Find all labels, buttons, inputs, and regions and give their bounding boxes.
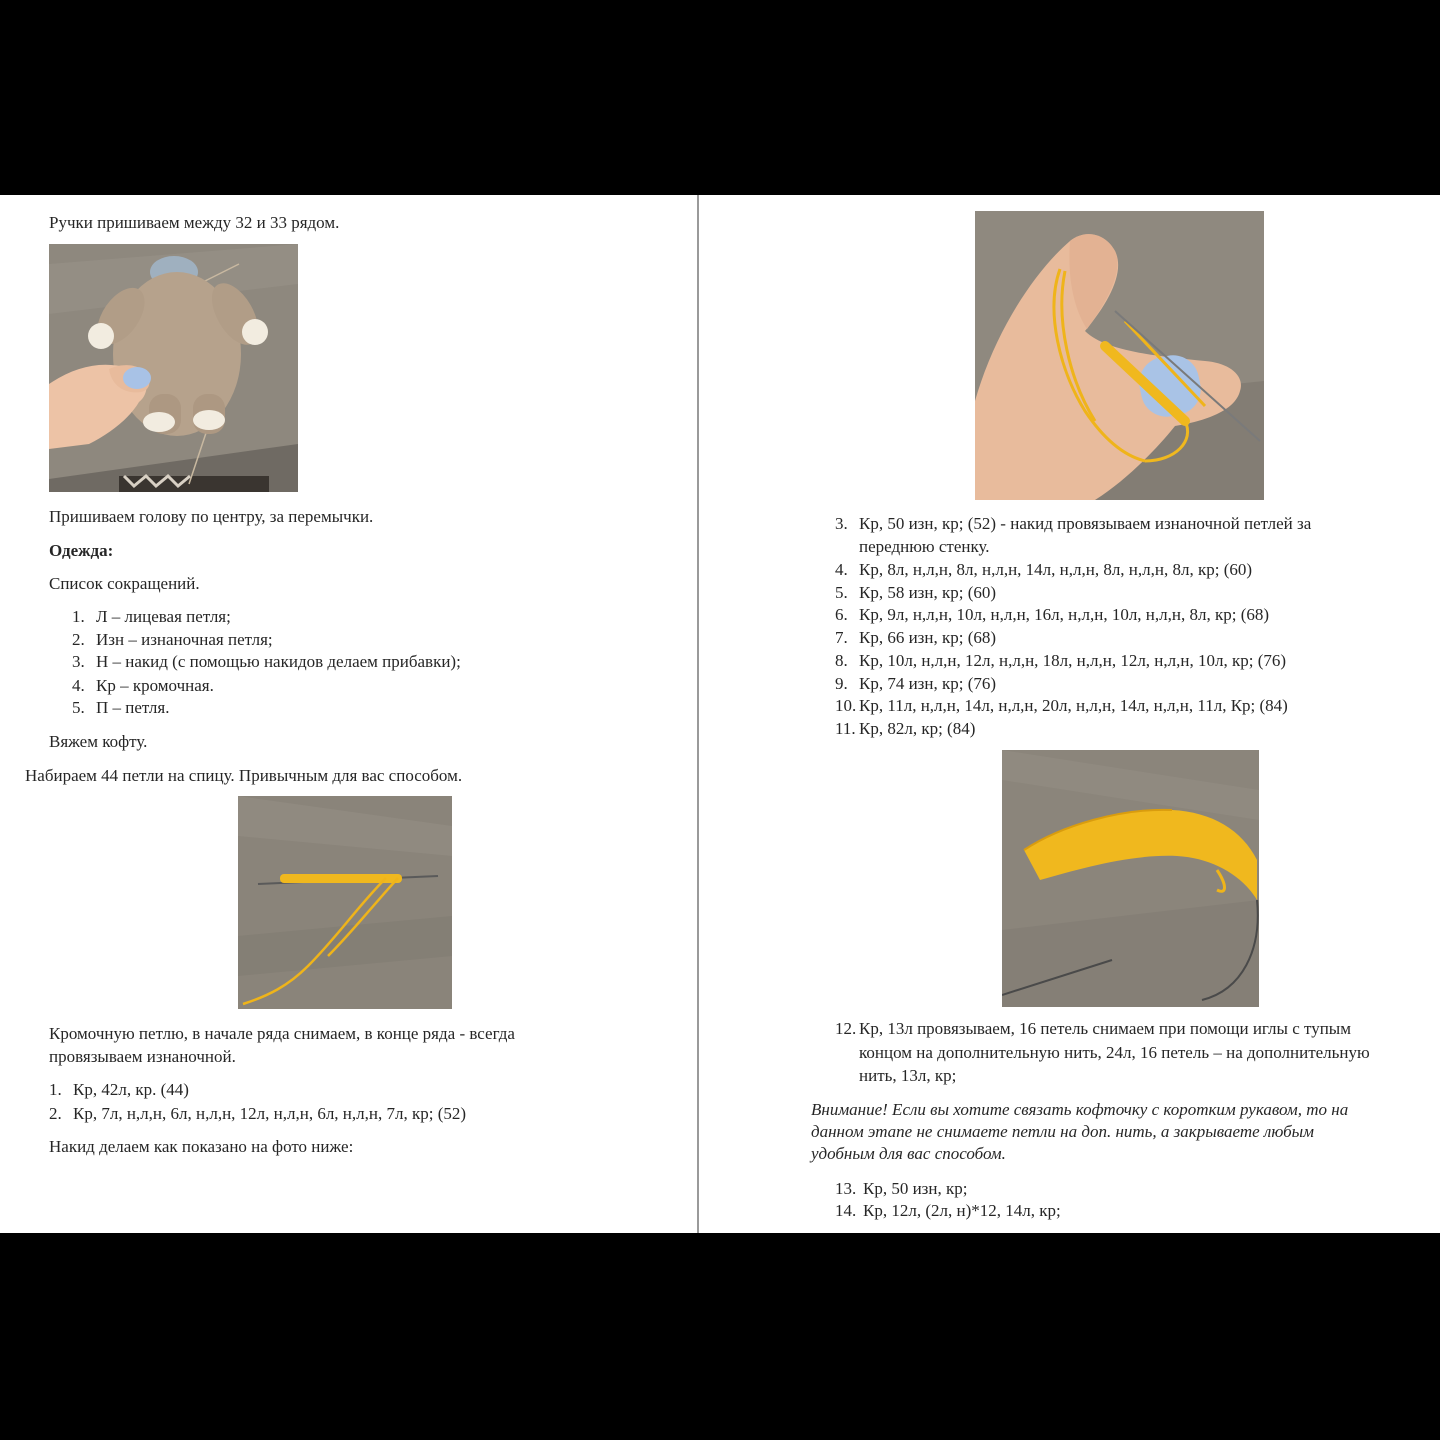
knitted-collar-photo [1002,750,1259,1007]
paragraph-edge-2: провязываем изнаночной. [49,1047,236,1066]
yarn-over-hand-photo [975,211,1264,500]
row-item: 6. Кр, 9л, н,л,н, 10л, н,л,н, 16л, н,л,н, 10л, н,л,н, 8л, кр; (68) [835,605,1270,624]
list-item: 3. Н – накид (с помощью накидов делаем прибавки); [72,652,461,671]
row-item: 5. Кр, 58 изн, кр; (60) [835,583,997,602]
row-item: 9. Кр, 74 изн, кр; (76) [835,674,997,693]
row-item: 14. Кр, 12л, (2л, н)*12, 14л, кр; [835,1201,1061,1220]
list-item: 4. Кр – кромочная. [72,676,214,695]
document-spread: Ручки пришиваем между 32 и 33 рядом. Пришиваем голову по центру, за перемычки. Одежда: Список сокращений. 1. Л – лицевая петля; 2. Изн – изнаночная петля; 3. Н – накид (с помощью накидов делаем прибавки); 4. Кр – кромочная. 5. П – петля. Вяжем кофту. Набираем 44 петли на спицу. Привычным для вас способом. Кромочную петлю, в начале ряда снимаем, в конце ряда - всегда провязываем изнаночной. 1. Кр, 42л, кр. (44) 2. Кр, 7л, н,л,н, 6л, н,л,н, 12л, н,л,н, 6л, н,л,н, 7л, кр; (52) Накид делаем как показано на фото ниже: 3. Кр, 50 изн, кр; (52) - накид провязываем изнаночной петлей за переднюю стенку. 4. Кр, 8л, н,л,н, 8л, н,л,н, 14л, н,л,н, 8л, н,л,н, 8л, кр; (60) 5. Кр, 58 изн, кр; (60) 6. Кр, 9л, н,л,н, 10л, н,л,н, 16л, н,л,н, 10л, н,л,н, 8л, кр; (68) 7. Кр, 66 изн, кр; (68) 8. Кр, 10л, н,л,н, 12л, н,л,н, 18л, н,л,н, 12л, н,л,н, 10л, кр; (76) 9. Кр, 74 изн, кр; (76) 10. Кр, 11л, н,л,н, 14л, н,л,н, 20л, н,л,н, 14л, н,л,н, 11л, Кр; (84) 11. Кр, 82л, кр; (84) 12. Кр, 13л провязываем, 16 петель снимаем при помощи иглы с тупым концом на дополнительную нить, 24л, 16 петель – на дополнительную нить, 13л, кр; Внимание! Если вы хотите связать кофточку с коротким рукавом, то на данном этапе не снимаете петли на доп. нить, а закрываете любым удобным для вас способом. 13. Кр, 50 изн, кр; 14. Кр, 12л, (2л, н)*12, 14л, кр; [0,195,1440,1233]
paragraph-arms: Ручки пришиваем между 32 и 33 рядом. [49,213,340,232]
abbreviations-title: Список сокращений. [49,574,200,593]
paragraph-yarn-over: Накид делаем как показано на фото ниже: [49,1137,354,1156]
row-item: 10. Кр, 11л, н,л,н, 14л, н,л,н, 20л, н,л,н, 14л, н,л,н, 11л, Кр; (84) [835,696,1288,715]
row-item: 7. Кр, 66 изн, кр; (68) [835,628,997,647]
amigurumi-toy-photo [49,244,298,492]
row-item: 3. Кр, 50 изн, кр; (52) - накид провязываем изнаночной петлей за [835,514,1312,533]
paragraph-knit: Вяжем кофту. [49,732,148,751]
list-item: 1. Л – лицевая петля; [72,607,231,626]
paragraph-head: Пришиваем голову по центру, за перемычки. [49,507,374,526]
row-item-continuation: переднюю стенку. [859,537,990,556]
paragraph-edge-1: Кромочную петлю, в начале ряда снимаем, в конце ряда - всегда [49,1024,515,1043]
paragraph-cast-on: Набираем 44 петли на спицу. Привычным для вас способом. [25,766,463,785]
row-item: 11. Кр, 82л, кр; (84) [835,719,976,738]
cast-on-needle-photo [238,796,452,1009]
list-item: 5. П – петля. [72,698,170,717]
row-item: 4. Кр, 8л, н,л,н, 8л, н,л,н, 14л, н,л,н, 8л, н,л,н, 8л, кр; (60) [835,560,1253,579]
row-item: 1. Кр, 42л, кр. (44) [49,1080,189,1099]
list-item: 2. Изн – изнаночная петля; [72,630,273,649]
row-item: 8. Кр, 10л, н,л,н, 12л, н,л,н, 18л, н,л,н, 12л, н,л,н, 10л, кр; (76) [835,651,1287,670]
row-item: 13. Кр, 50 изн, кр; [835,1179,968,1198]
page-divider [697,195,699,1233]
heading-clothes: Одежда: [49,541,114,560]
row-item: 2. Кр, 7л, н,л,н, 6л, н,л,н, 12л, н,л,н, 6л, н,л,н, 7л, кр; (52) [49,1104,467,1123]
